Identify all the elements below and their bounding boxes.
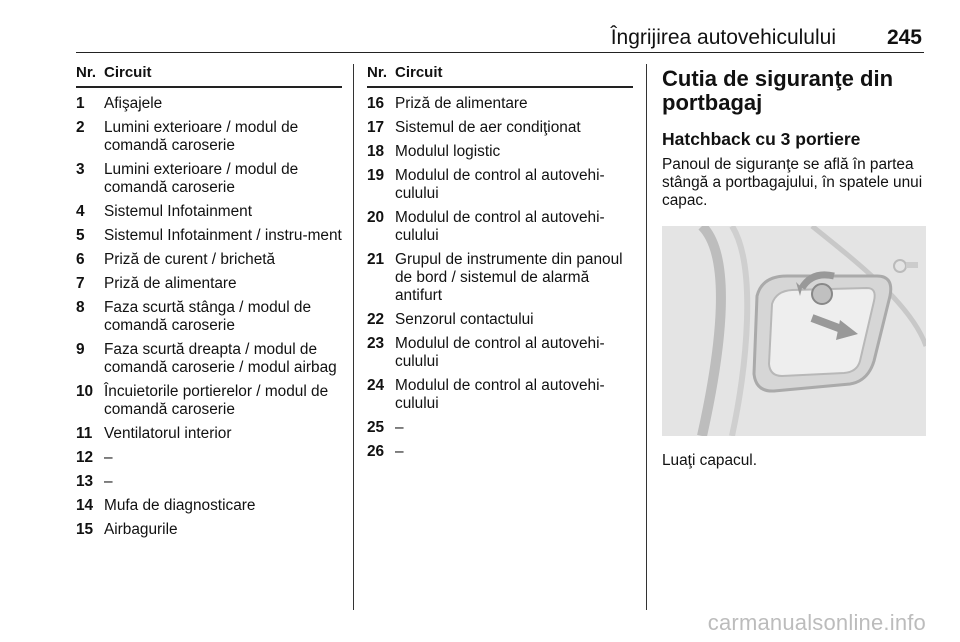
table-row <box>76 293 342 335</box>
table-row <box>76 467 342 491</box>
fuse-number: 24 <box>367 377 385 394</box>
fuse-number: 19 <box>367 167 385 184</box>
table-row <box>367 88 633 113</box>
header-rule <box>76 52 924 53</box>
table-rows <box>367 88 633 461</box>
fuse-table-left <box>76 64 342 539</box>
circuit-description: – <box>104 473 113 490</box>
circuit-description: – <box>395 443 404 460</box>
circuit-description: Afişajele <box>104 95 163 112</box>
fuse-number: 17 <box>367 119 385 136</box>
table-row <box>367 161 633 203</box>
table-row <box>76 113 342 155</box>
table-row <box>367 113 633 137</box>
table-row <box>367 305 633 329</box>
fuse-number: 10 <box>76 383 94 400</box>
fuse-number: 13 <box>76 473 94 490</box>
fuse-number: 20 <box>367 209 385 226</box>
circuit-description: Airbagurile <box>104 521 178 538</box>
col-circuit-header: Circuit <box>395 64 443 81</box>
circuit-description: Încuietorile portierelor / modul de comandă caroserie <box>104 383 329 418</box>
section-subtitle: Hatchback cu 3 portiere <box>662 129 861 149</box>
circuit-description: Modulul logistic <box>395 143 501 160</box>
fuse-number: 22 <box>367 311 385 328</box>
circuit-description: Priză de alimentare <box>104 275 237 292</box>
circuit-description: Ventilatorul interior <box>104 425 232 442</box>
table-row <box>367 437 633 461</box>
table-header <box>76 64 342 88</box>
fuse-number: 11 <box>76 425 93 442</box>
fuse-number: 5 <box>76 227 85 244</box>
page-number: 245 <box>886 26 922 49</box>
circuit-description: Modulul de control al autovehi‐ culului <box>395 209 605 244</box>
fuse-number: 12 <box>76 449 94 466</box>
fuse-number: 4 <box>76 203 85 220</box>
table-row <box>367 137 633 161</box>
fuse-number: 15 <box>76 521 94 538</box>
table-row <box>367 371 633 413</box>
figure-caption: Luaţi capacul. <box>662 452 757 469</box>
fuse-number: 23 <box>367 335 385 352</box>
watermark: carmanualsonline.info <box>707 610 926 635</box>
section-column <box>662 67 926 470</box>
table-row <box>76 515 342 539</box>
fuse-table-right <box>367 64 633 461</box>
table-row <box>76 491 342 515</box>
fuse-number: 6 <box>76 251 85 268</box>
circuit-description: Faza scurtă dreapta / modul de comandă caroserie / modul airbag <box>104 341 337 376</box>
table-row <box>367 245 633 305</box>
circuit-description: Sistemul Infotainment / instru‐ment <box>104 227 342 244</box>
circuit-description: Priză de alimentare <box>395 95 528 112</box>
col-nr-header: Nr. <box>76 64 97 81</box>
column-divider <box>646 64 647 610</box>
circuit-description: Modulul de control al autovehi‐ culului <box>395 167 605 202</box>
circuit-description: Sistemul de aer condiţionat <box>395 119 581 136</box>
table-row <box>76 221 342 245</box>
fuse-number: 21 <box>367 251 385 268</box>
section-title: Cutia de siguranţe din portbagaj <box>662 66 894 115</box>
fuse-number: 25 <box>367 419 385 436</box>
table-row <box>76 245 342 269</box>
fuse-number: 26 <box>367 443 385 460</box>
column-divider <box>353 64 354 610</box>
circuit-description: Faza scurtă stânga / modul de comandă caroserie <box>104 299 312 334</box>
fuse-number: 14 <box>76 497 94 514</box>
section-paragraph: Panoul de siguranţe se află în partea stângă a portbagajului, în spatele unui capac. <box>662 156 923 209</box>
fuse-number: 3 <box>76 161 85 178</box>
col-circuit-header: Circuit <box>104 64 152 81</box>
circuit-description: Modulul de control al autovehi‐ culului <box>395 377 605 412</box>
col-nr-header: Nr. <box>367 64 388 81</box>
fuse-number: 9 <box>76 341 85 358</box>
fuse-number: 16 <box>367 95 385 112</box>
circuit-description: Senzorul contactului <box>395 311 534 328</box>
circuit-description: Lumini exterioare / modul de comandă caroserie <box>104 119 299 154</box>
fuse-number: 2 <box>76 119 85 136</box>
trunk-illustration-svg <box>662 226 926 436</box>
fuse-number: 8 <box>76 299 85 316</box>
fuse-number: 18 <box>367 143 385 160</box>
circuit-description: Mufa de diagnosticare <box>104 497 256 514</box>
table-header <box>367 64 633 88</box>
circuit-description: – <box>104 449 113 466</box>
table-row <box>76 269 342 293</box>
table-row <box>367 329 633 371</box>
circuit-description: Modulul de control al autovehi‐ culului <box>395 335 605 370</box>
circuit-description: Lumini exterioare / modul de comandă caroserie <box>104 161 299 196</box>
circuit-description: Sistemul Infotainment <box>104 203 252 220</box>
table-row <box>76 443 342 467</box>
table-row <box>76 335 342 377</box>
trunk-fuse-cover-illustration <box>662 226 926 436</box>
fuse-number: 1 <box>76 95 85 112</box>
circuit-description: Priză de curent / brichetă <box>104 251 276 268</box>
table-row <box>367 413 633 437</box>
table-row <box>76 88 342 113</box>
table-row <box>76 197 342 221</box>
page-header <box>76 24 924 52</box>
table-row <box>367 203 633 245</box>
circuit-description: – <box>395 419 404 436</box>
circuit-description: Grupul de instrumente din panoul de bord / sistemul de alarmă antifurt <box>395 251 623 304</box>
table-row <box>76 419 342 443</box>
header-title: Îngrijirea autovehiculului <box>610 26 836 49</box>
table-row <box>76 155 342 197</box>
table-rows <box>76 88 342 539</box>
table-row <box>76 377 342 419</box>
fuse-number: 7 <box>76 275 85 292</box>
